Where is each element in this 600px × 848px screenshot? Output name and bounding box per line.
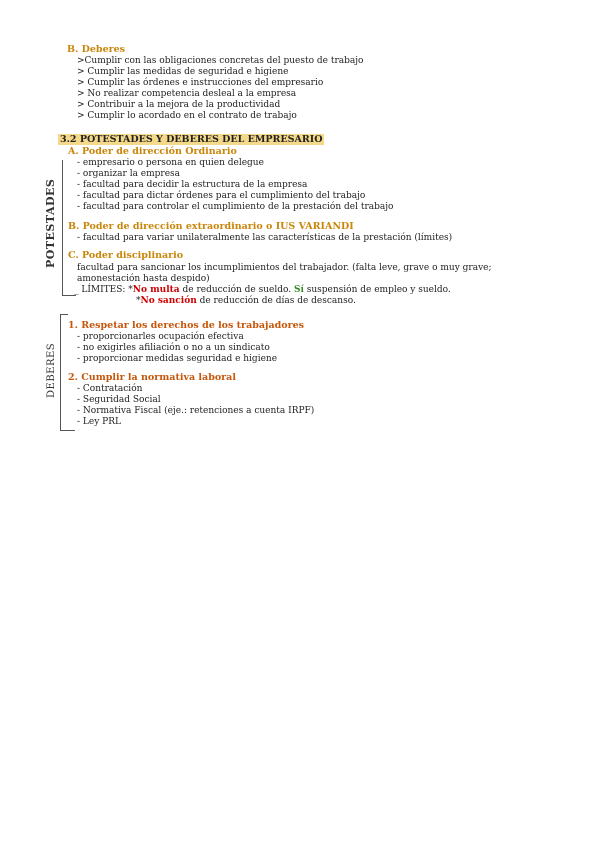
respetar-heading: 1. Respetar los derechos de los trabajadores (68, 320, 304, 331)
deberes-vertical-label: DEBERES (46, 342, 57, 398)
potestades-vertical-label: POTESTADES (44, 178, 57, 268)
sancion-end: de reducción de días de descanso. (196, 296, 356, 306)
ordinario-item: - empresario o persona en quien delegue (77, 158, 264, 168)
disciplinario-text: facultad para sancionar los incumplimientos del trabajador. (falta leve, grave o muy grave; (77, 263, 492, 273)
deber-item: > Cumplir las medidas de seguridad e higiene (77, 67, 289, 77)
normativa-heading: 2. Cumplir la normativa laboral (68, 372, 236, 383)
deberes-bracket (60, 314, 61, 431)
limites-line (74, 285, 451, 296)
extraordinario-heading: B. Poder de dirección extraordinario o IUS VARIANDI (68, 221, 354, 232)
deber-item: > Cumplir lo acordado en el contrato de trabajo (77, 111, 297, 121)
normativa-item: - Contratación (77, 384, 143, 394)
limites-mid: de reducción de sueldo. (179, 285, 294, 295)
ordinario-item: - facultad para controlar el cumplimiento de la prestación del trabajo (77, 202, 394, 212)
extraordinario-item: - facultad para variar unilateralmente las características de la prestación (límites) (77, 233, 453, 243)
no-multa: No multa (132, 285, 180, 295)
ordinario-item: - facultad para decidir la estructura de la empresa (77, 180, 308, 190)
limites-end: suspensión de empleo y sueldo. (303, 285, 451, 295)
deber-item: > No realizar competencia desleal a la empresa (77, 89, 297, 99)
respetar-item: - proporcionarles ocupación efectiva (77, 332, 244, 342)
deberes-bracket-foot (60, 430, 75, 431)
normativa-item: - Ley PRL (77, 417, 121, 427)
normativa-item: - Seguridad Social (77, 395, 161, 405)
deberes-heading: B. Deberes (67, 44, 126, 55)
respetar-item: - no exigirles afiliación o no a un sindicato (77, 343, 270, 353)
respetar-item: - proporcionar medidas seguridad e higiene (77, 354, 278, 364)
ordinario-item: - facultad para dictar órdenes para el cumplimiento del trabajo (77, 191, 366, 201)
deberes-bracket-top (60, 314, 68, 315)
deber-item: > Cumplir las órdenes e instrucciones del empresario (77, 78, 324, 88)
disciplinario-heading: C. Poder disciplinario (68, 250, 184, 261)
ordinario-heading: A. Poder de dirección Ordinario (68, 146, 237, 157)
deber-item: > Contribuir a la mejora de la productividad (77, 100, 281, 110)
normativa-item: - Normativa Fiscal (eje.: retenciones a cuenta IRPF) (77, 406, 315, 416)
potestades-bracket (62, 160, 63, 295)
sancion-line (136, 296, 356, 307)
deber-item: >Cumplir con las obligaciones concretas del puesto de trabajo (77, 56, 364, 66)
no-sancion: No sanción (140, 296, 197, 306)
section-title: 3.2 POTESTADES Y DEBERES DEL EMPRESARIO (60, 134, 323, 145)
ordinario-item: - organizar la empresa (77, 169, 181, 179)
disciplinario-text-cont: amonestación hasta despido) (77, 274, 210, 284)
limites-prefix: _ LÍMITES: * (74, 285, 133, 295)
si-text: Sí (293, 285, 304, 295)
sancion-star: * (136, 296, 141, 306)
